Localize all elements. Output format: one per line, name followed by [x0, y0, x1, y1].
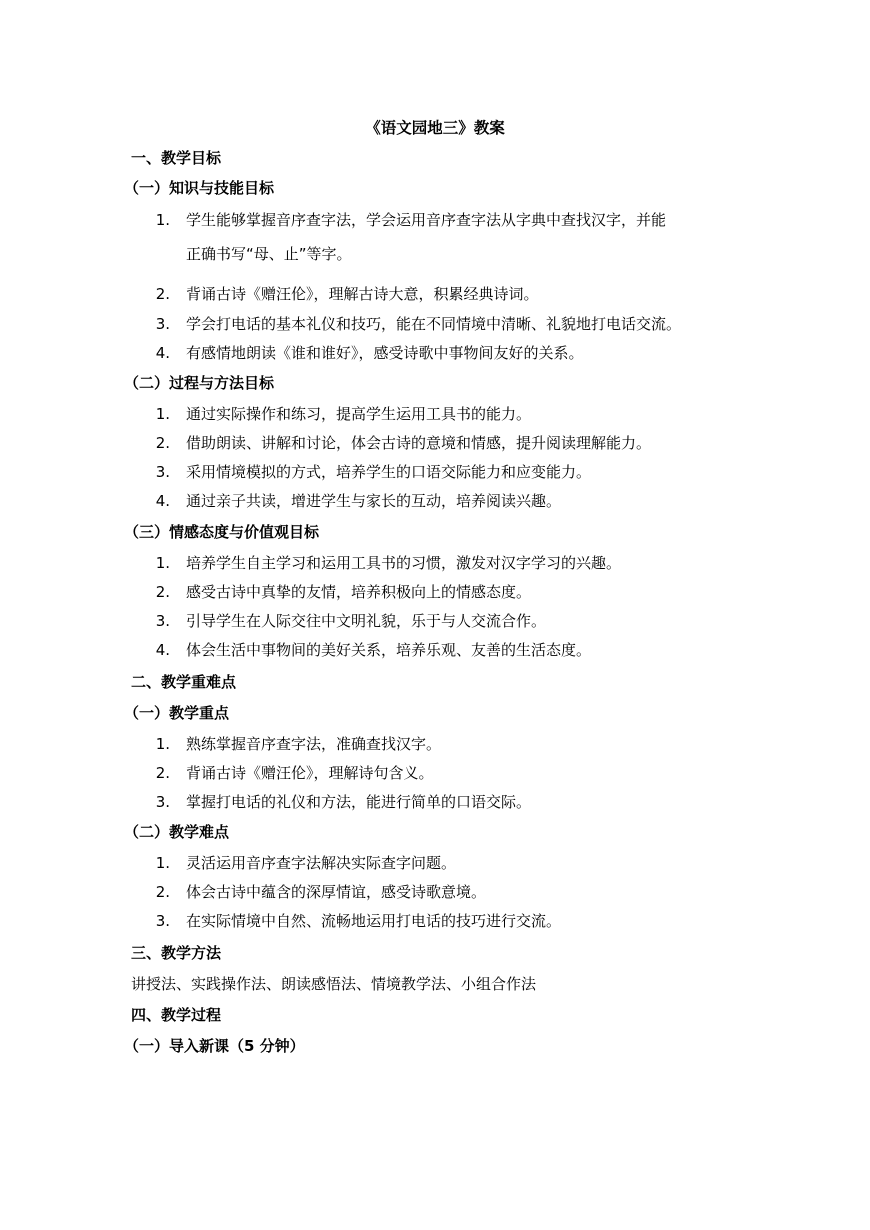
list-item: 学会打电话的基本礼仪和技巧，能在不同情境中清晰、礼貌地打电话交流。 [186, 315, 682, 333]
list-item: 灵活运用音序查字法解决实际查字问题。 [186, 854, 457, 872]
list-item: 借助朗读、讲解和讨论，体会古诗的意境和情感，提升阅读理解能力。 [186, 434, 652, 452]
list-number: 2. [155, 285, 170, 303]
list-number: 2. [155, 583, 170, 601]
list-item: 采用情境模拟的方式，培养学生的口语交际能力和应变能力。 [186, 463, 592, 481]
subheading-key-points: （一）教学重点 [124, 704, 230, 722]
subheading-knowledge-skills: （一）知识与技能目标 [124, 179, 275, 197]
subheading-attitude-values: （三）情感态度与价值观目标 [124, 523, 320, 541]
list-item: 引导学生在人际交往中文明礼貌，乐于与人交流合作。 [186, 612, 547, 630]
list-number: 3. [155, 612, 170, 630]
list-number: 3. [155, 315, 170, 333]
list-number: 4. [155, 641, 170, 659]
list-number: 1. [155, 854, 170, 872]
list-item: 熟练掌握音序查字法，准确查找汉字。 [186, 735, 442, 753]
list-item: 通过实际操作和练习，提高学生运用工具书的能力。 [186, 405, 532, 423]
list-number: 4. [155, 344, 170, 362]
list-number: 2. [155, 764, 170, 782]
heading-teaching-objectives: 一、教学目标 [131, 149, 222, 167]
list-item: 背诵古诗《赠汪伦》，理解诗句含义。 [186, 764, 434, 782]
list-item: 感受古诗中真挚的友情，培养积极向上的情感态度。 [186, 583, 532, 601]
list-item: 学生能够掌握音序查字法，学会运用音序查字法从字典中查找汉字，并能 [186, 211, 667, 229]
list-number: 2. [155, 883, 170, 901]
list-item: 通过亲子共读，增进学生与家长的互动，培养阅读兴趣。 [186, 492, 562, 510]
list-item-continuation: 正确书写“母、止”等字。 [186, 245, 352, 263]
list-number: 3. [155, 463, 170, 481]
list-number: 1. [155, 735, 170, 753]
list-item: 有感情地朗读《谁和谁好》，感受诗歌中事物间友好的关系。 [186, 344, 584, 362]
list-number: 1. [155, 554, 170, 572]
list-number: 3. [155, 912, 170, 930]
list-number: 1. [155, 405, 170, 423]
list-number: 1. [155, 211, 170, 229]
heading-teaching-methods: 三、教学方法 [131, 944, 222, 962]
list-item: 在实际情境中自然、流畅地运用打电话的技巧进行交流。 [186, 912, 562, 930]
list-item: 体会古诗中蕴含的深厚情谊，感受诗歌意境。 [186, 883, 487, 901]
list-number: 3. [155, 793, 170, 811]
subheading-process-methods: （二）过程与方法目标 [124, 374, 275, 392]
teaching-methods-text: 讲授法、实践操作法、朗读感悟法、情境教学法、小组合作法 [131, 975, 537, 993]
document-title: 《语文园地三》教案 [365, 119, 505, 137]
heading-key-difficult-points: 二、教学重难点 [131, 673, 237, 691]
list-item: 体会生活中事物间的美好关系，培养乐观、友善的生活态度。 [186, 641, 592, 659]
list-number: 4. [155, 492, 170, 510]
heading-teaching-process: 四、教学过程 [131, 1006, 222, 1024]
list-item: 掌握打电话的礼仪和方法，能进行简单的口语交际。 [186, 793, 532, 811]
subheading-introduction: （一）导入新课（5 分钟） [124, 1037, 305, 1055]
list-number: 2. [155, 434, 170, 452]
list-item: 背诵古诗《赠汪伦》，理解古诗大意，积累经典诗词。 [186, 285, 539, 303]
subheading-difficult-points: （二）教学难点 [124, 823, 230, 841]
list-item: 培养学生自主学习和运用工具书的习惯，激发对汉字学习的兴趣。 [186, 554, 622, 572]
